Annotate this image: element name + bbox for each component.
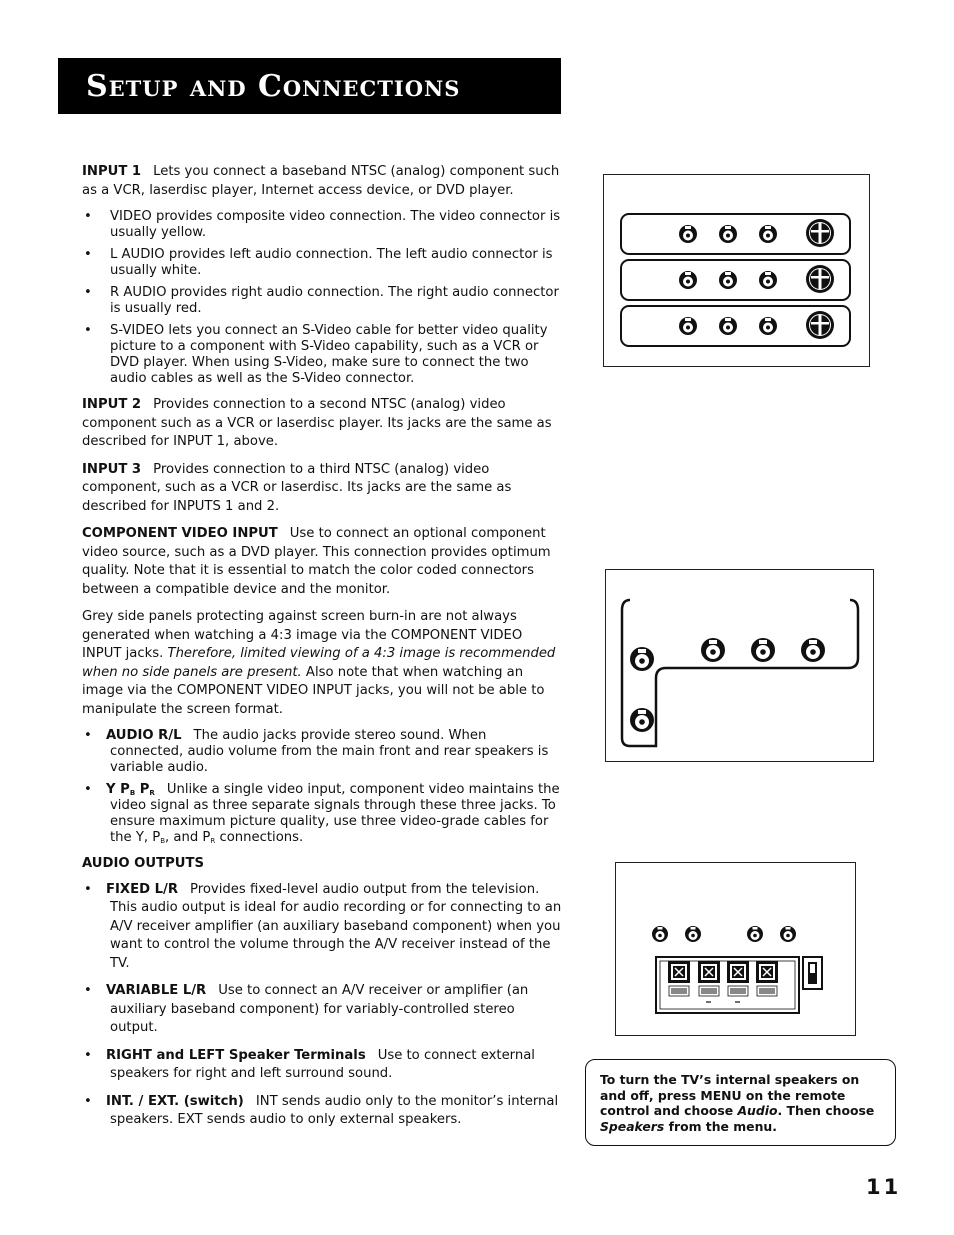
input1-jack-row: [621, 214, 850, 254]
ypbpr-text: Unlike a single video input, component video maintains the video signal as three separate signals through these three jacks. To ensure maximum picture quality, use three video-grade cables for the Y, P: [110, 782, 560, 845]
audio-rl-label: AUDIO R/L: [106, 728, 182, 743]
jack-icon: [759, 317, 777, 335]
y-jack-icon: [701, 638, 725, 662]
int-ext-switch-label: INT. / EXT. (switch): [106, 1093, 244, 1109]
s-video-jack-icon: [806, 311, 834, 339]
int-ext-switch-icon: [803, 957, 822, 989]
jack-icon: [719, 225, 737, 243]
input2-paragraph: [82, 396, 562, 452]
s-video-jack-icon: [806, 219, 834, 247]
speaker-terminals-label: RIGHT and LEFT Speaker Terminals: [106, 1047, 366, 1063]
input-jacks-diagram: [604, 175, 869, 366]
input1-bullet-list: [82, 209, 562, 387]
jack-icon: [719, 317, 737, 335]
pb-jack-icon: [751, 638, 775, 662]
variable-lr-label: VARIABLE L/R: [106, 983, 207, 998]
input1-text: Lets you connect a baseband NTSC (analog) component such as a VCR, laserdisc player, Internet access device, or DVD player.: [82, 164, 560, 198]
variable-lr-text: Use to connect an A/V receiver or amplifier (an auxiliary baseband component) for variably-controlled stereo output.: [110, 983, 529, 1035]
speaker-terminal-icon: [698, 961, 720, 996]
input1-label: INPUT 1: [82, 164, 142, 179]
bullet-l-audio: • L AUDIO provides left audio connection. The left audio connector is usually white.: [82, 247, 562, 279]
jack-icon: [719, 271, 737, 289]
speaker-terminal-block: [656, 957, 799, 1013]
component-label: COMPONENT VIDEO INPUT: [82, 526, 278, 541]
bullet-fixed-lr: [82, 881, 562, 974]
bullet-r-audio: • R AUDIO provides right audio connection. The right audio connector is usually red.: [82, 285, 562, 317]
audio-outputs-list: [82, 881, 562, 1130]
bullet-variable-lr: [82, 982, 562, 1038]
jack-icon: [679, 317, 697, 335]
jack-icon: [679, 225, 697, 243]
bullet-audio-rl: [82, 728, 562, 776]
component-text: Use to connect an optional component video source, such as a DVD player. This connection provides optimum quality. Note that it is essential to match the color coded connectors between a compatible device and the monitor.: [82, 526, 551, 597]
audio-outputs-heading: AUDIO OUTPUTS: [82, 856, 204, 871]
pr-jack-icon: [801, 638, 825, 662]
fixed-lr-text: Provides fixed-level audio output from the television. This audio output is ideal for audio recording or for connecting to an A/V receiver amplifier (an auxiliary baseband component) when you want to control the volume through the A/V receiver instead of the TV.: [110, 881, 562, 971]
variable-l-jack-icon: [747, 926, 763, 942]
fixed-r-jack-icon: [685, 926, 701, 942]
input3-paragraph: [82, 461, 562, 517]
speaker-terminal-icon: [727, 961, 749, 996]
input2-text: Provides connection to a second NTSC (analog) video component such as a VCR or laserdisc player. Its jacks are the same as described for INPUT 1, above.: [82, 397, 552, 449]
grey-panels-text-a: Grey side panels protecting against screen burn-in are not always generated when watching a 4:3 image via the COMPONENT VIDEO INPUT jacks.: [82, 609, 523, 661]
jack-icon: [759, 271, 777, 289]
grey-panels-text-b: Also note that when watching an image via the COMPONENT VIDEO INPUT jacks, you will not be able to manipulate the screen format.: [82, 664, 545, 717]
bullet-s-video: • S-VIDEO lets you connect an S-Video cable for better video quality picture to a component with S-Video capability, such as a VCR or DVD player. When using S-Video, make sure to connect the two audio cables as well as the S-Video connector.: [82, 323, 562, 387]
s-video-jack-icon: [806, 265, 834, 293]
speaker-terminal-icon: [668, 961, 690, 996]
bullet-video: • VIDEO provides composite video connection. The video connector is usually yellow.: [82, 209, 562, 241]
component-bullet-list: [82, 728, 562, 846]
page-number: 11: [866, 1175, 902, 1199]
speaker-terminals-text: Use to connect external speakers for right and left surround sound.: [110, 1047, 535, 1081]
component-paragraph: [82, 525, 562, 599]
jack-icon: [679, 271, 697, 289]
bullet-int-ext-switch: [82, 1093, 562, 1130]
audio-r-jack-icon: [630, 647, 654, 671]
input3-text: Provides connection to a third NTSC (analog) video component, such as a VCR or laserdisc. Its jacks are the same as described for INPUTS 1 and 2.: [82, 461, 512, 514]
input-jacks-figure: [603, 174, 870, 367]
input3-label: INPUT 3: [82, 461, 142, 477]
component-jacks-diagram: [606, 570, 873, 761]
main-text-column: [82, 163, 562, 1139]
bullet-ypbpr: • Y $P_B$ $P_R$ Unlike a single video input, component video maintains the video signal as three separate signals through these three jacks. To ensure maximum picture quality, use three video-grade cables for the Y, $P_B$, and $P_R$ connections.: [82, 782, 562, 846]
variable-r-jack-icon: [780, 926, 796, 942]
audio-l-jack-icon: [630, 708, 654, 732]
audio-rl-text: The audio jacks provide stereo sound. When connected, audio volume from the main front and rear speakers is variable audio.: [110, 728, 549, 775]
component-jacks-figure: [605, 569, 874, 762]
speaker-terminal-icon: [756, 961, 778, 996]
jack-icon: [759, 225, 777, 243]
bullet-speaker-terminals: [82, 1047, 562, 1084]
speakers-tip-box: To turn the TV’s internal speakers on and off, press MENU on the remote control and choose Audio. Then choose Speakers from the menu.: [585, 1059, 896, 1146]
fixed-l-jack-icon: [652, 926, 668, 942]
grey-panels-italic: Therefore, limited viewing of a 4:3 image is recommended when no side panels are present.: [82, 646, 556, 680]
ypbpr-label: Y $P_B$ $P_R$: [106, 782, 155, 797]
fixed-lr-label: FIXED L/R: [106, 881, 179, 897]
audio-outputs-diagram: [616, 863, 855, 1035]
int-ext-switch-text: INT sends audio only to the monitor’s internal speakers. EXT sends audio to only external speakers.: [110, 1093, 559, 1127]
input3-jack-row: [621, 306, 850, 346]
input2-jack-row: [621, 260, 850, 300]
page-title: Setup and Connections: [86, 68, 461, 104]
input2-label: INPUT 2: [82, 397, 142, 412]
input1-paragraph: [82, 163, 562, 200]
page-title-bar: [58, 58, 561, 114]
audio-outputs-figure: [615, 862, 856, 1036]
grey-panels-paragraph: [82, 608, 562, 719]
